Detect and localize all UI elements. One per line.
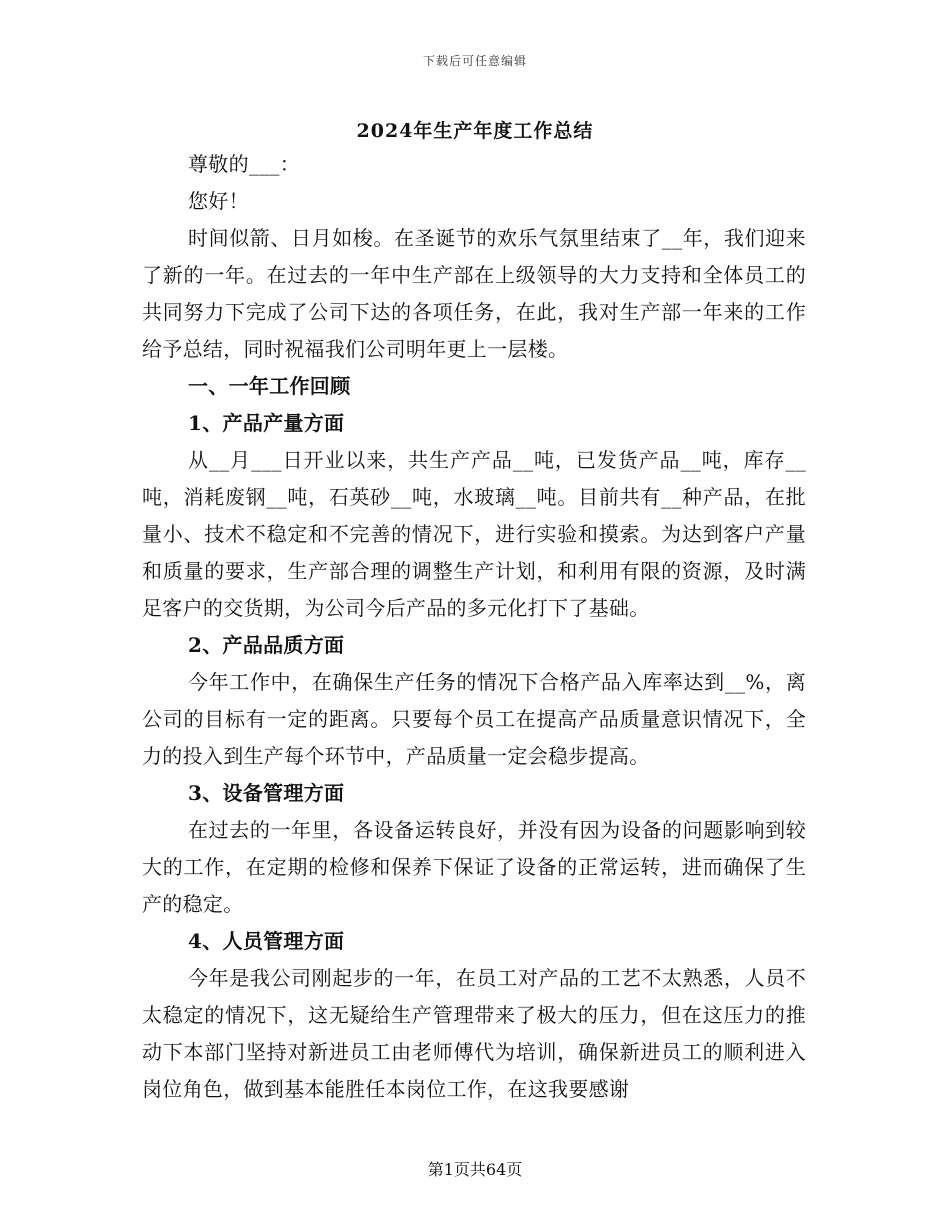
section-heading-review: 一、一年工作回顾: [188, 374, 351, 398]
document-body: [142, 146, 806, 1108]
subheading-equipment: 3、设备管理方面: [188, 781, 345, 805]
paragraph-output: 从__月___日开业以来，共生产产品__吨，已发货产品__吨，库存__吨，消耗废钢__吨，石英砂__吨，水玻璃__吨。目前共有__种产品，在批量小、技术不稳定和不完善的情况下，进行实验和摸索。为达到客户产量和质量的要求，生产部合理的调整生产计划，和利用有限的资源，及时满足客户的交货期，为公司今后产品的多元化打下了基础。: [142, 448, 806, 620]
intro-paragraph: 时间似箭、日月如梭。在圣诞节的欢乐气氛里结束了__年，我们迎来了新的一年。在过去的一年中生产部在上级领导的大力支持和全体员工的共同努力下完成了公司下达的各项任务，在此，我对生产部一年来的工作给予总结，同时祝福我们公司明年更上一层楼。: [142, 226, 806, 361]
subheading-output: 1、产品产量方面: [188, 411, 345, 435]
subheading-personnel: 4、人员管理方面: [188, 929, 345, 953]
paragraph-personnel: 今年是我公司刚起步的一年，在员工对产品的工艺不太熟悉，人员不太稳定的情况下，这无疑给生产管理带来了极大的压力，但在这压力的推动下本部门坚持对新进员工由老师傅代为培训，确保新进员工的顺利进入岗位角色，做到基本能胜任本岗位工作，在这我要感谢: [142, 966, 806, 1101]
paragraph-quality: 今年工作中，在确保生产任务的情况下合格产品入库率达到__%，离公司的目标有一定的距离。只要每个员工在提高产品质量意识情况下，全力的投入到生产每个环节中，产品质量一定会稳步提高。: [142, 670, 806, 768]
document-title: 2024年生产年度工作总结: [356, 120, 594, 142]
subheading-quality: 2、产品品质方面: [188, 633, 345, 657]
paragraph-equipment: 在过去的一年里，各设备运转良好，并没有因为设备的问题影响到较大的工作，在定期的检修和保养下保证了设备的正常运转，进而确保了生产的稳定。: [142, 818, 806, 916]
header-note: 下载后可任意编辑: [422, 54, 527, 68]
greeting: 您好！: [188, 189, 249, 213]
page-number: 第1页共64页: [427, 1160, 523, 1179]
salutation: 尊敬的___：: [188, 152, 301, 176]
